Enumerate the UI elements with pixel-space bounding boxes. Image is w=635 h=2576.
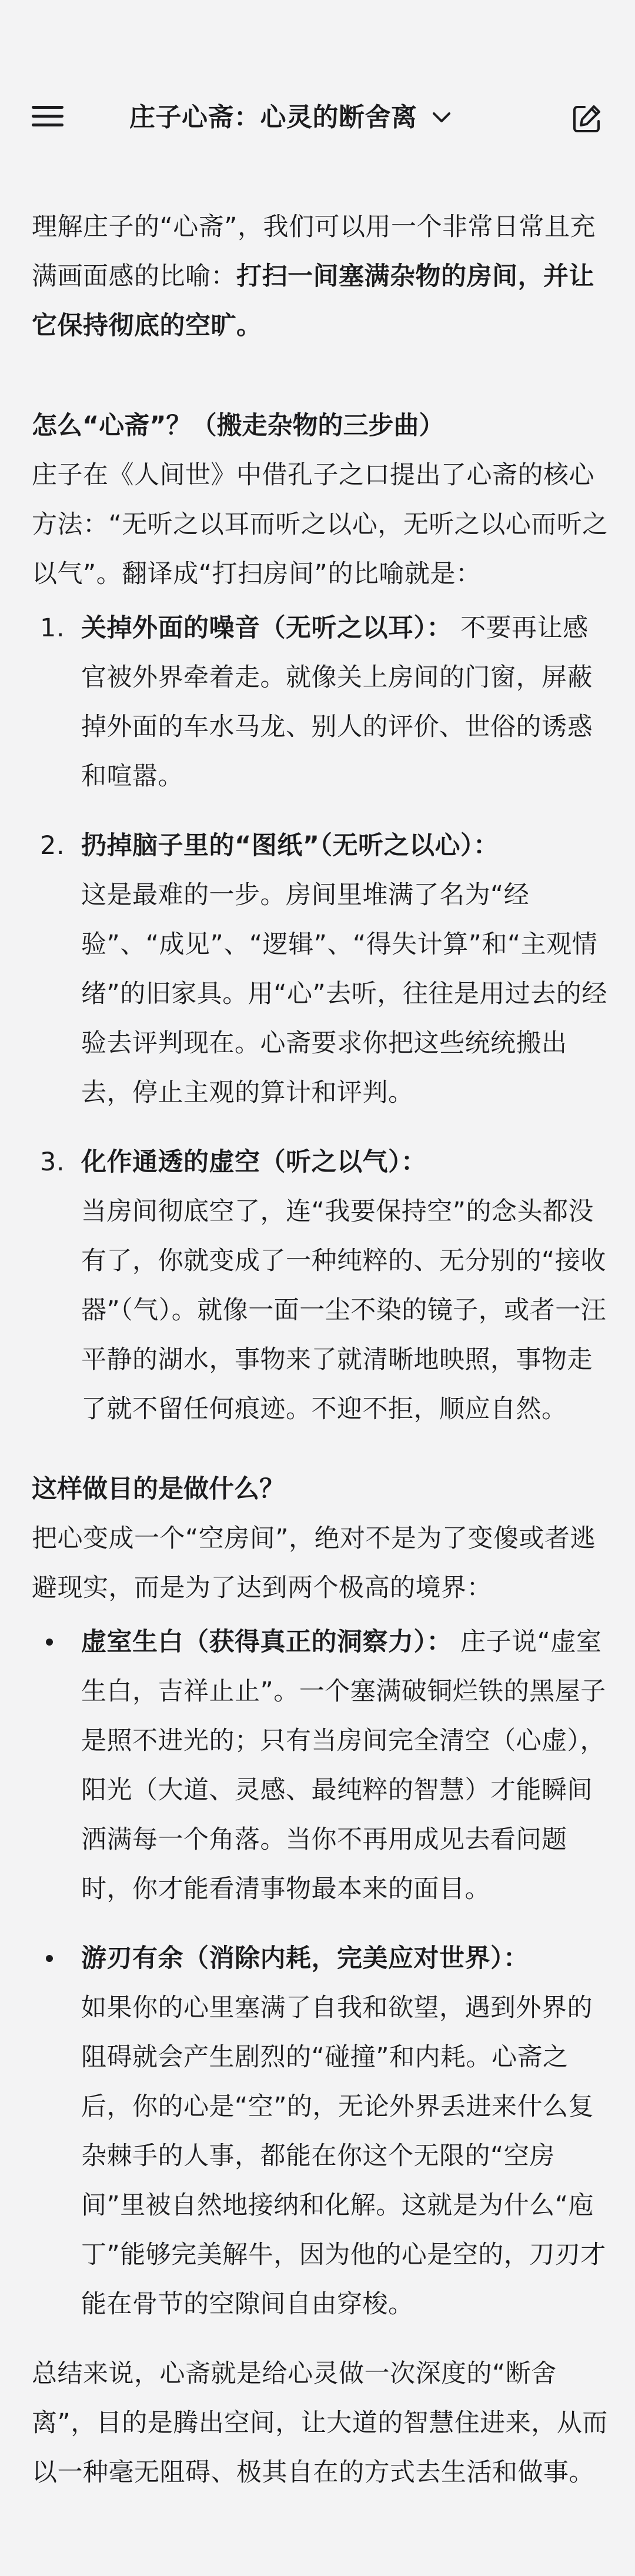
step-title: 扔掉脑子里的“图纸”（无听之以心）： (81, 831, 499, 860)
intro-paragraph (32, 202, 608, 351)
section-heading-purpose: 这样做目的是做什么？ (32, 1474, 285, 1504)
list-item (32, 821, 608, 1117)
intro-emphasis: 打扫一间塞满杂物的房间，并让它保持彻底的空旷。 (32, 262, 594, 341)
steps-list (32, 603, 608, 1434)
list-item (32, 1137, 608, 1434)
bullet-list (32, 1617, 608, 2329)
chevron-down-icon (432, 111, 452, 125)
step-text: 这是最难的一步。房间里堆满了名为“经验”、“成见”、“逻辑”、“得失计算”和“主观情绪”的旧家具。用“心”去听，往往是用过去的经验去评判现在。心斋要求你把这些统统搬出去，停止主观的算计和评判。 (81, 880, 607, 1107)
section-heading-how: 怎么“心斋”？（搬走杂物的三步曲） (32, 411, 444, 441)
step-text: 不要再让感官被外界牵着走。就像关上房间的门窗，屏蔽掉外面的车水马龙、别人的评价、世俗的诱惑和喧嚣。 (81, 613, 593, 791)
list-number: 3. (40, 1147, 65, 1177)
list-item (32, 603, 608, 801)
step-title: 化作通透的虚空（听之以气）： (81, 1147, 427, 1177)
list-number: 1. (40, 613, 65, 643)
top-bar (0, 0, 635, 132)
step-title: 关掉外面的噪音（无听之以耳）： (81, 613, 452, 643)
section-paragraph-purpose: 把心变成一个“空房间”，绝对不是为了变傻或者逃避现实，而是为了达到两个极高的境界： (32, 1524, 596, 1603)
bullet-title: 游刃有余（消除内耗，完美应对世界）： (81, 1944, 529, 1973)
bullet-icon (46, 1955, 53, 1962)
bullet-icon (46, 1639, 53, 1646)
section-paragraph-how: 庄子在《人间世》中借孔子之口提出了心斋的核心方法：“无听之以耳而听之以心，无听之以心而听之以气”。翻译成“打扫房间”的比喻就是： (32, 461, 608, 589)
bullet-text: 如果你的心里塞满了自我和欲望，遇到外界的阻碍就会产生剧烈的“碰撞”和内耗。心斋之后，你的心是“空”的，无论外界丢进来什么复杂棘手的人事，都能在你这个无限的“空房间”里被自然地接纳和化解。这就是为什么“庖丁”能够完美解牛，因为他的心是空的，刀刃才能在骨节的空隙间自由穿梭。 (81, 1993, 606, 2319)
bullet-title: 虚室生白（获得真正的洞察力）： (81, 1627, 452, 1657)
conversation-title: 庄子心斋：心灵的断舍离 (129, 102, 417, 132)
step-text: 当房间彻底空了，连“我要保持空”的念头都没有了，你就变成了一种纯粹的、无分别的“接收器”（气）。就像一面一尘不染的镜子，或者一汪平静的湖水，事物来了就清晰地映照，事物走了就不留任何痕迹。不迎不拒，顺应自然。 (81, 1197, 607, 1424)
list-number: 2. (40, 831, 65, 860)
menu-icon[interactable] (32, 105, 63, 127)
list-item (32, 1617, 608, 1914)
edit-icon[interactable] (570, 102, 603, 135)
summary-paragraph: 总结来说，心斋就是给心灵做一次深度的“断舍离”，目的是腾出空间，让大道的智慧住进来，从而以一种毫无阻碍、极其自在的方式去生活和做事。 (32, 2359, 608, 2487)
conversation-title-button[interactable] (129, 100, 452, 135)
list-item (32, 1934, 608, 2329)
bullet-text: 庄子说“虚室生白，吉祥止止”。一个塞满破铜烂铁的黑屋子是照不进光的；只有当房间完全清空（心虚），阳光（大道、灵感、最纯粹的智慧）才能瞬间洒满每一个角落。当你不再用成见去看问题时，你才能看清事物最本来的面目。 (81, 1627, 606, 1904)
intro-text: 理解庄子的“心斋”，我们可以用一个非常日常且充满画面感的比喻： (32, 212, 596, 291)
assistant-message (32, 202, 608, 2497)
